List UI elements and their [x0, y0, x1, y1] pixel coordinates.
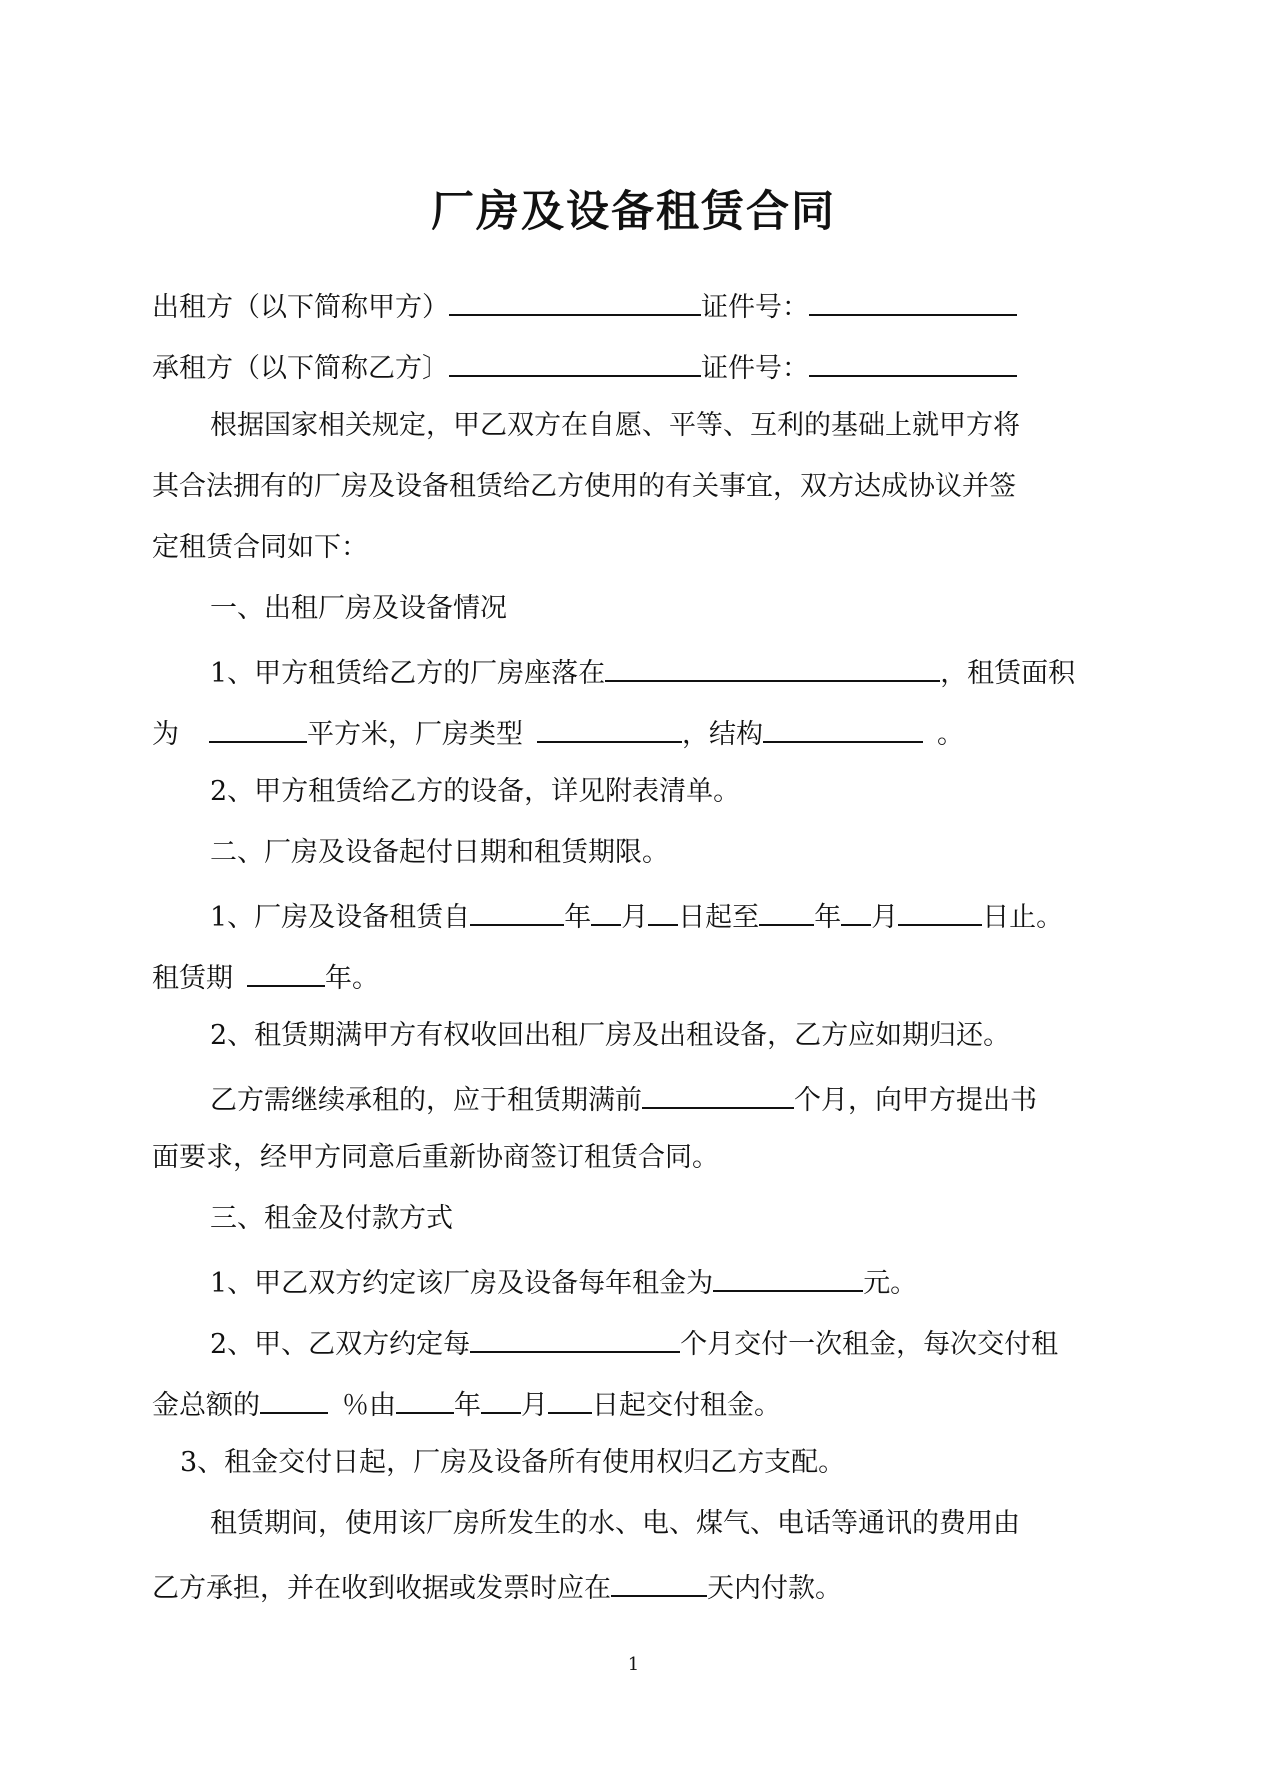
section3-utilities-line2 — [152, 1565, 1112, 1605]
start-month-blank — [591, 894, 621, 926]
section2-heading: 二、厂房及设备起付日期和租赁期限。 — [210, 837, 669, 868]
section1-item1-text-a: 1、甲方租赁给乙方的厂房座落在 — [210, 658, 606, 689]
section3-item2-text-c: 金总额的 — [152, 1390, 260, 1421]
section3-item3: 3、租金交付日起，厂房及设备所有使用权归乙方支配。 — [180, 1447, 846, 1478]
factory-location-blank — [605, 650, 940, 682]
section3-utilities-line1: 租赁期间，使用该厂房所发生的水、电、煤气、电话等通讯的费用由 — [210, 1508, 1020, 1539]
section1-heading: 一、出租厂房及设备情况 — [210, 593, 507, 624]
payment-days-blank — [611, 1565, 707, 1597]
section2-item1-line1 — [210, 894, 1112, 934]
page-number: 1 — [627, 1654, 640, 1675]
pay-year-blank — [396, 1382, 454, 1414]
lessee-label: 承租方（以下简称乙方〕 — [152, 353, 449, 384]
end-month-blank — [841, 894, 871, 926]
section2-item2: 2、租赁期满甲方有权收回出租厂房及出租设备，乙方应如期归还。 — [210, 1020, 1011, 1051]
annual-rent-blank — [713, 1260, 863, 1292]
section3-item2-line1 — [210, 1321, 1112, 1361]
preamble-line-2: 其合法拥有的厂房及设备租赁给乙方使用的有关事宜，双方达成协议并签 — [152, 471, 1016, 502]
structure-blank — [763, 711, 923, 743]
percent-blank — [260, 1382, 328, 1414]
section1-item1-text-e: ，结构 — [682, 719, 763, 750]
lessor-id-label: 证件号： — [701, 292, 809, 323]
section3-item2-line2 — [152, 1382, 1112, 1422]
start-year-blank — [470, 894, 564, 926]
end-day-label: 日止。 — [982, 902, 1064, 933]
section2-renew-line1 — [210, 1077, 1112, 1117]
lessee-name-blank — [449, 345, 701, 377]
pay-month-blank — [481, 1382, 521, 1414]
lessee-line — [152, 345, 1112, 385]
section3-item1 — [210, 1260, 1112, 1300]
start-day-blank — [648, 894, 678, 926]
lessor-label: 出租方（以下简称甲方） — [152, 292, 449, 323]
section1-item2: 2、甲方租赁给乙方的设备，详见附表清单。 — [210, 776, 741, 807]
section1-item1-text-f: 。 — [937, 719, 964, 750]
section1-item1-text-b: ，租赁面积 — [940, 658, 1076, 689]
renew-text-b: 个月，向甲方提出书 — [794, 1085, 1037, 1116]
section3-item1-text-a: 1、甲乙双方约定该厂房及设备每年租金为 — [210, 1268, 714, 1299]
start-month-label: 月 — [621, 902, 649, 933]
section2-item1-text-a: 1、厂房及设备租赁自 — [210, 902, 471, 933]
pay-day-blank — [548, 1382, 592, 1414]
section1-item1-text-c: 为 — [152, 719, 179, 750]
start-day-label: 日起至 — [678, 902, 760, 933]
lessor-line — [152, 284, 1112, 324]
section2-renew-line2: 面要求，经甲方同意后重新协商签订租赁合同。 — [152, 1142, 719, 1173]
section1-item1-line2 — [152, 711, 1112, 751]
section3-item2-text-b: 个月交付一次租金，每次交付租 — [680, 1329, 1059, 1360]
preamble-line-1: 根据国家相关规定，甲乙双方在自愿、平等、互利的基础上就甲方将 — [210, 410, 1020, 441]
end-day-blank — [898, 894, 982, 926]
utilities-text-b: 乙方承担，并在收到收据或发票时应在 — [152, 1573, 611, 1604]
section3-item2-text-a: 2、甲、乙双方约定每 — [210, 1329, 471, 1360]
section3-item2-text-d: ％由 — [342, 1390, 396, 1421]
lessee-id-label: 证件号： — [701, 353, 809, 384]
utilities-text-c: 天内付款。 — [707, 1573, 842, 1604]
section3-heading: 三、租金及付款方式 — [210, 1203, 453, 1234]
section1-item1-line1 — [210, 650, 1112, 690]
pay-day-label: 日起交付租金。 — [592, 1390, 781, 1421]
end-year-blank — [759, 894, 814, 926]
term-year-label: 年。 — [325, 963, 379, 994]
term-years-blank — [247, 955, 325, 987]
lessor-id-blank — [809, 284, 1017, 316]
end-month-label: 月 — [871, 902, 899, 933]
factory-type-blank — [537, 711, 682, 743]
renew-months-blank — [642, 1077, 794, 1109]
end-year-label: 年 — [814, 902, 842, 933]
section3-item1-text-b: 元。 — [863, 1268, 918, 1299]
term-label: 租赁期 — [152, 963, 233, 994]
lessor-name-blank — [449, 284, 701, 316]
area-blank — [209, 711, 307, 743]
payment-interval-blank — [470, 1321, 680, 1353]
renew-text-a: 乙方需继续承租的，应于租赁期满前 — [210, 1085, 642, 1116]
pay-month-label: 月 — [521, 1390, 548, 1421]
document-title: 厂房及设备租赁合同 — [431, 187, 836, 237]
lessee-id-blank — [809, 345, 1017, 377]
preamble-line-3: 定租赁合同如下： — [152, 532, 368, 563]
start-year-label: 年 — [564, 902, 592, 933]
pay-year-label: 年 — [454, 1390, 481, 1421]
section1-item1-text-d: 平方米，厂房类型 — [307, 719, 523, 750]
section2-term-line — [152, 955, 1112, 995]
